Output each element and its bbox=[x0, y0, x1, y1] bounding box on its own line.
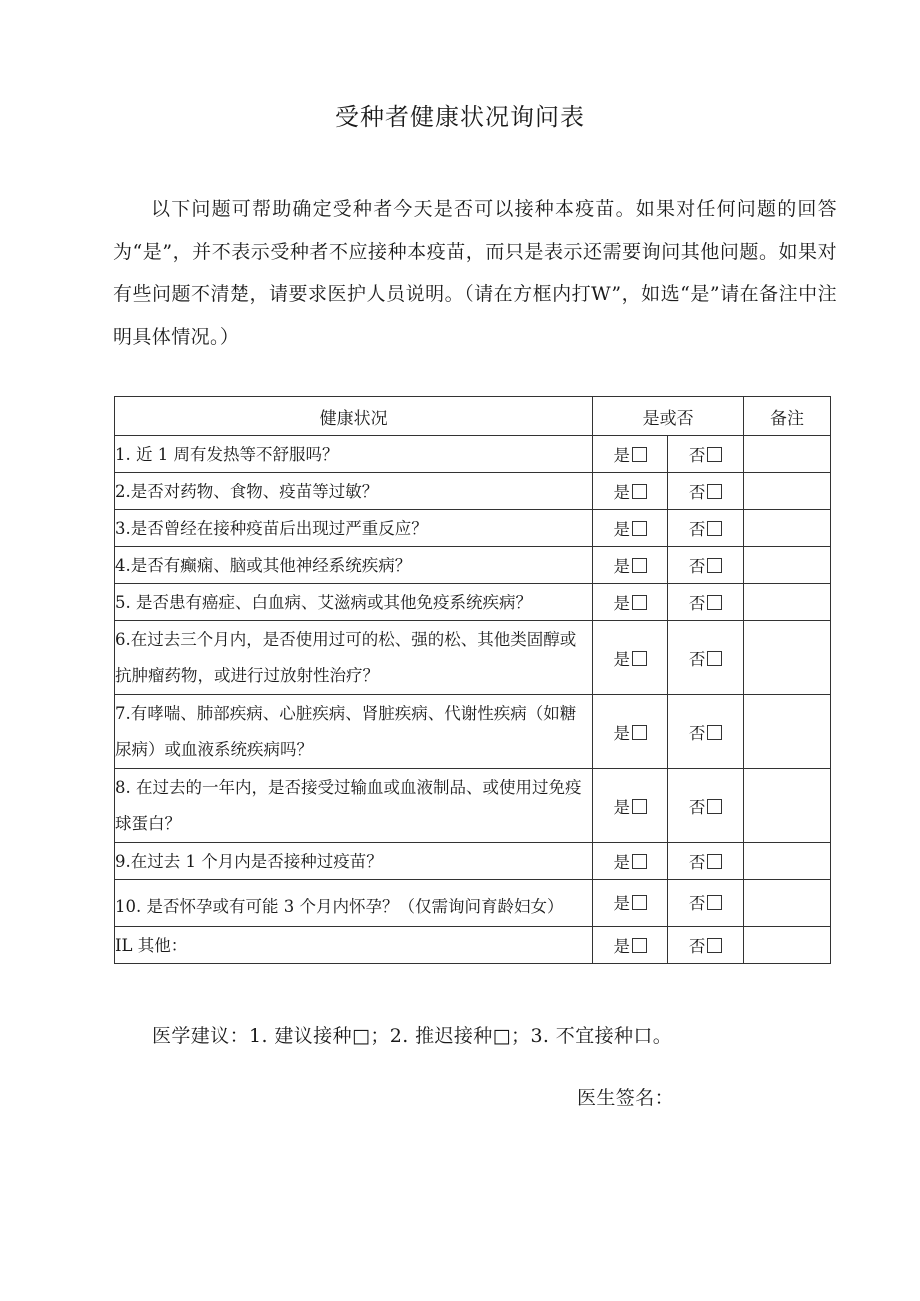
checkbox-icon[interactable] bbox=[707, 484, 722, 499]
checkbox-icon[interactable] bbox=[707, 521, 722, 536]
yes-checkbox-cell[interactable] bbox=[593, 547, 668, 584]
question-text: 6.在过去三个月内，是否使用过可的松、强的松、其他类固醇或抗肿瘤药物，或进行过放射性治疗？ bbox=[115, 621, 593, 695]
health-questionnaire-table bbox=[114, 396, 831, 964]
no-checkbox-cell[interactable] bbox=[668, 769, 744, 843]
checkbox-icon[interactable] bbox=[632, 895, 647, 910]
note-cell[interactable] bbox=[744, 473, 831, 510]
no-checkbox-cell[interactable] bbox=[668, 843, 744, 880]
note-cell[interactable] bbox=[744, 769, 831, 843]
no-label: 否 bbox=[688, 446, 706, 465]
table-row bbox=[115, 695, 831, 769]
checkbox-icon[interactable] bbox=[632, 484, 647, 499]
checkbox-icon[interactable] bbox=[707, 558, 722, 573]
no-checkbox-cell[interactable] bbox=[668, 547, 744, 584]
checkbox-icon[interactable] bbox=[632, 521, 647, 536]
checkbox-icon[interactable] bbox=[707, 799, 722, 814]
table-row bbox=[115, 436, 831, 473]
checkbox-icon[interactable] bbox=[632, 725, 647, 740]
no-label: 否 bbox=[688, 483, 706, 502]
no-label: 否 bbox=[688, 649, 706, 669]
checkbox-icon[interactable] bbox=[632, 938, 647, 953]
checkbox-icon[interactable] bbox=[632, 595, 647, 610]
table-header-row bbox=[115, 397, 831, 436]
table-row bbox=[115, 473, 831, 510]
question-text: 1. 近 1 周有发热等不舒服吗？ bbox=[115, 436, 593, 473]
header-note: 备注 bbox=[744, 397, 831, 436]
no-label: 否 bbox=[688, 557, 706, 576]
yes-checkbox-cell[interactable] bbox=[593, 695, 668, 769]
yes-checkbox-cell[interactable] bbox=[593, 473, 668, 510]
no-checkbox-cell[interactable] bbox=[668, 510, 744, 547]
no-label: 否 bbox=[688, 937, 706, 956]
yes-label: 是 bbox=[613, 594, 630, 613]
checkbox-icon[interactable] bbox=[707, 447, 722, 462]
no-label: 否 bbox=[688, 723, 706, 743]
table-row bbox=[115, 843, 831, 880]
yes-checkbox-cell[interactable] bbox=[593, 436, 668, 473]
question-text: 4.是否有癫痫、脑或其他神经系统疾病？ bbox=[115, 547, 593, 584]
question-text: 9.在过去 1 个月内是否接种过疫苗？ bbox=[115, 843, 593, 880]
no-checkbox-cell[interactable] bbox=[668, 436, 744, 473]
checkbox-icon[interactable] bbox=[632, 447, 647, 462]
medical-advice: 医学建议：1. 建议接种□；2. 推迟接种□；3. 不宜接种口。 bbox=[152, 1025, 673, 1047]
note-cell[interactable] bbox=[744, 584, 831, 621]
note-cell[interactable] bbox=[744, 436, 831, 473]
note-cell[interactable] bbox=[744, 880, 831, 927]
no-checkbox-cell[interactable] bbox=[668, 880, 744, 927]
question-text: 5. 是否患有癌症、白血病、艾滋病或其他免疫系统疾病？ bbox=[115, 584, 593, 621]
table-row bbox=[115, 621, 831, 695]
note-cell[interactable] bbox=[744, 695, 831, 769]
table-row bbox=[115, 547, 831, 584]
checkbox-icon[interactable] bbox=[707, 938, 722, 953]
yes-checkbox-cell[interactable] bbox=[593, 769, 668, 843]
yes-label: 是 bbox=[613, 446, 630, 465]
yes-label: 是 bbox=[613, 937, 630, 956]
yes-checkbox-cell[interactable] bbox=[593, 880, 668, 927]
no-label: 否 bbox=[688, 894, 706, 913]
yes-checkbox-cell[interactable] bbox=[593, 510, 668, 547]
yes-checkbox-cell[interactable] bbox=[593, 843, 668, 880]
yes-label: 是 bbox=[613, 853, 630, 872]
checkbox-icon[interactable] bbox=[707, 595, 722, 610]
no-checkbox-cell[interactable] bbox=[668, 584, 744, 621]
page-title: 受种者健康状况询问表 bbox=[335, 103, 585, 131]
checkbox-icon[interactable] bbox=[632, 558, 647, 573]
note-cell[interactable] bbox=[744, 843, 831, 880]
yes-label: 是 bbox=[613, 723, 630, 743]
note-cell[interactable] bbox=[744, 621, 831, 695]
question-text: IL 其他： bbox=[115, 927, 593, 964]
yes-label: 是 bbox=[613, 649, 630, 669]
no-checkbox-cell[interactable] bbox=[668, 621, 744, 695]
yes-label: 是 bbox=[613, 894, 630, 913]
table-row bbox=[115, 510, 831, 547]
no-checkbox-cell[interactable] bbox=[668, 695, 744, 769]
header-condition: 健康状况 bbox=[115, 397, 593, 436]
no-label: 否 bbox=[688, 797, 706, 817]
yes-label: 是 bbox=[613, 520, 630, 539]
table-row bbox=[115, 927, 831, 964]
checkbox-icon[interactable] bbox=[707, 854, 722, 869]
yes-label: 是 bbox=[613, 483, 630, 502]
yes-checkbox-cell[interactable] bbox=[593, 621, 668, 695]
question-text: 7.有哮喘、肺部疾病、心脏疾病、肾脏疾病、代谢性疾病（如糖尿病）或血液系统疾病吗？ bbox=[115, 695, 593, 769]
no-label: 否 bbox=[688, 520, 706, 539]
note-cell[interactable] bbox=[744, 547, 831, 584]
checkbox-icon[interactable] bbox=[632, 651, 647, 666]
yes-checkbox-cell[interactable] bbox=[593, 927, 668, 964]
table-row bbox=[115, 880, 831, 927]
no-label: 否 bbox=[688, 853, 706, 872]
checkbox-icon[interactable] bbox=[707, 895, 722, 910]
checkbox-icon[interactable] bbox=[632, 854, 647, 869]
intro-paragraph: 以下问题可帮助确定受种者今天是否可以接种本疫苗。如果对任何问题的回答为“是”，并不表示受种者不应接种本疫苗，而只是表示还需要询问其他问题。如果对有些问题不清楚，请要求医护人员说明。（请在方框内打W”，如选“是”请在备注中注明具体情况。） bbox=[113, 198, 837, 349]
checkbox-icon[interactable] bbox=[632, 799, 647, 814]
question-text: 3.是否曾经在接种疫苗后出现过严重反应？ bbox=[115, 510, 593, 547]
yes-checkbox-cell[interactable] bbox=[593, 584, 668, 621]
checkbox-icon[interactable] bbox=[707, 651, 722, 666]
question-text: 8. 在过去的一年内，是否接受过输血或血液制品、或使用过免疫球蛋白？ bbox=[115, 769, 593, 843]
no-label: 否 bbox=[688, 594, 706, 613]
note-cell[interactable] bbox=[744, 927, 831, 964]
yes-label: 是 bbox=[613, 797, 630, 817]
question-text: 2.是否对药物、食物、疫苗等过敏？ bbox=[115, 473, 593, 510]
no-checkbox-cell[interactable] bbox=[668, 473, 744, 510]
yes-label: 是 bbox=[613, 557, 630, 576]
table-row bbox=[115, 769, 831, 843]
checkbox-icon[interactable] bbox=[707, 725, 722, 740]
header-yes-no: 是或否 bbox=[593, 397, 744, 436]
no-checkbox-cell[interactable] bbox=[668, 927, 744, 964]
table-row bbox=[115, 584, 831, 621]
doctor-signature-label: 医生签名： bbox=[577, 1087, 675, 1109]
note-cell[interactable] bbox=[744, 510, 831, 547]
question-text: 10. 是否怀孕或有可能 3 个月内怀孕？（仅需询问育龄妇女） bbox=[115, 880, 593, 927]
